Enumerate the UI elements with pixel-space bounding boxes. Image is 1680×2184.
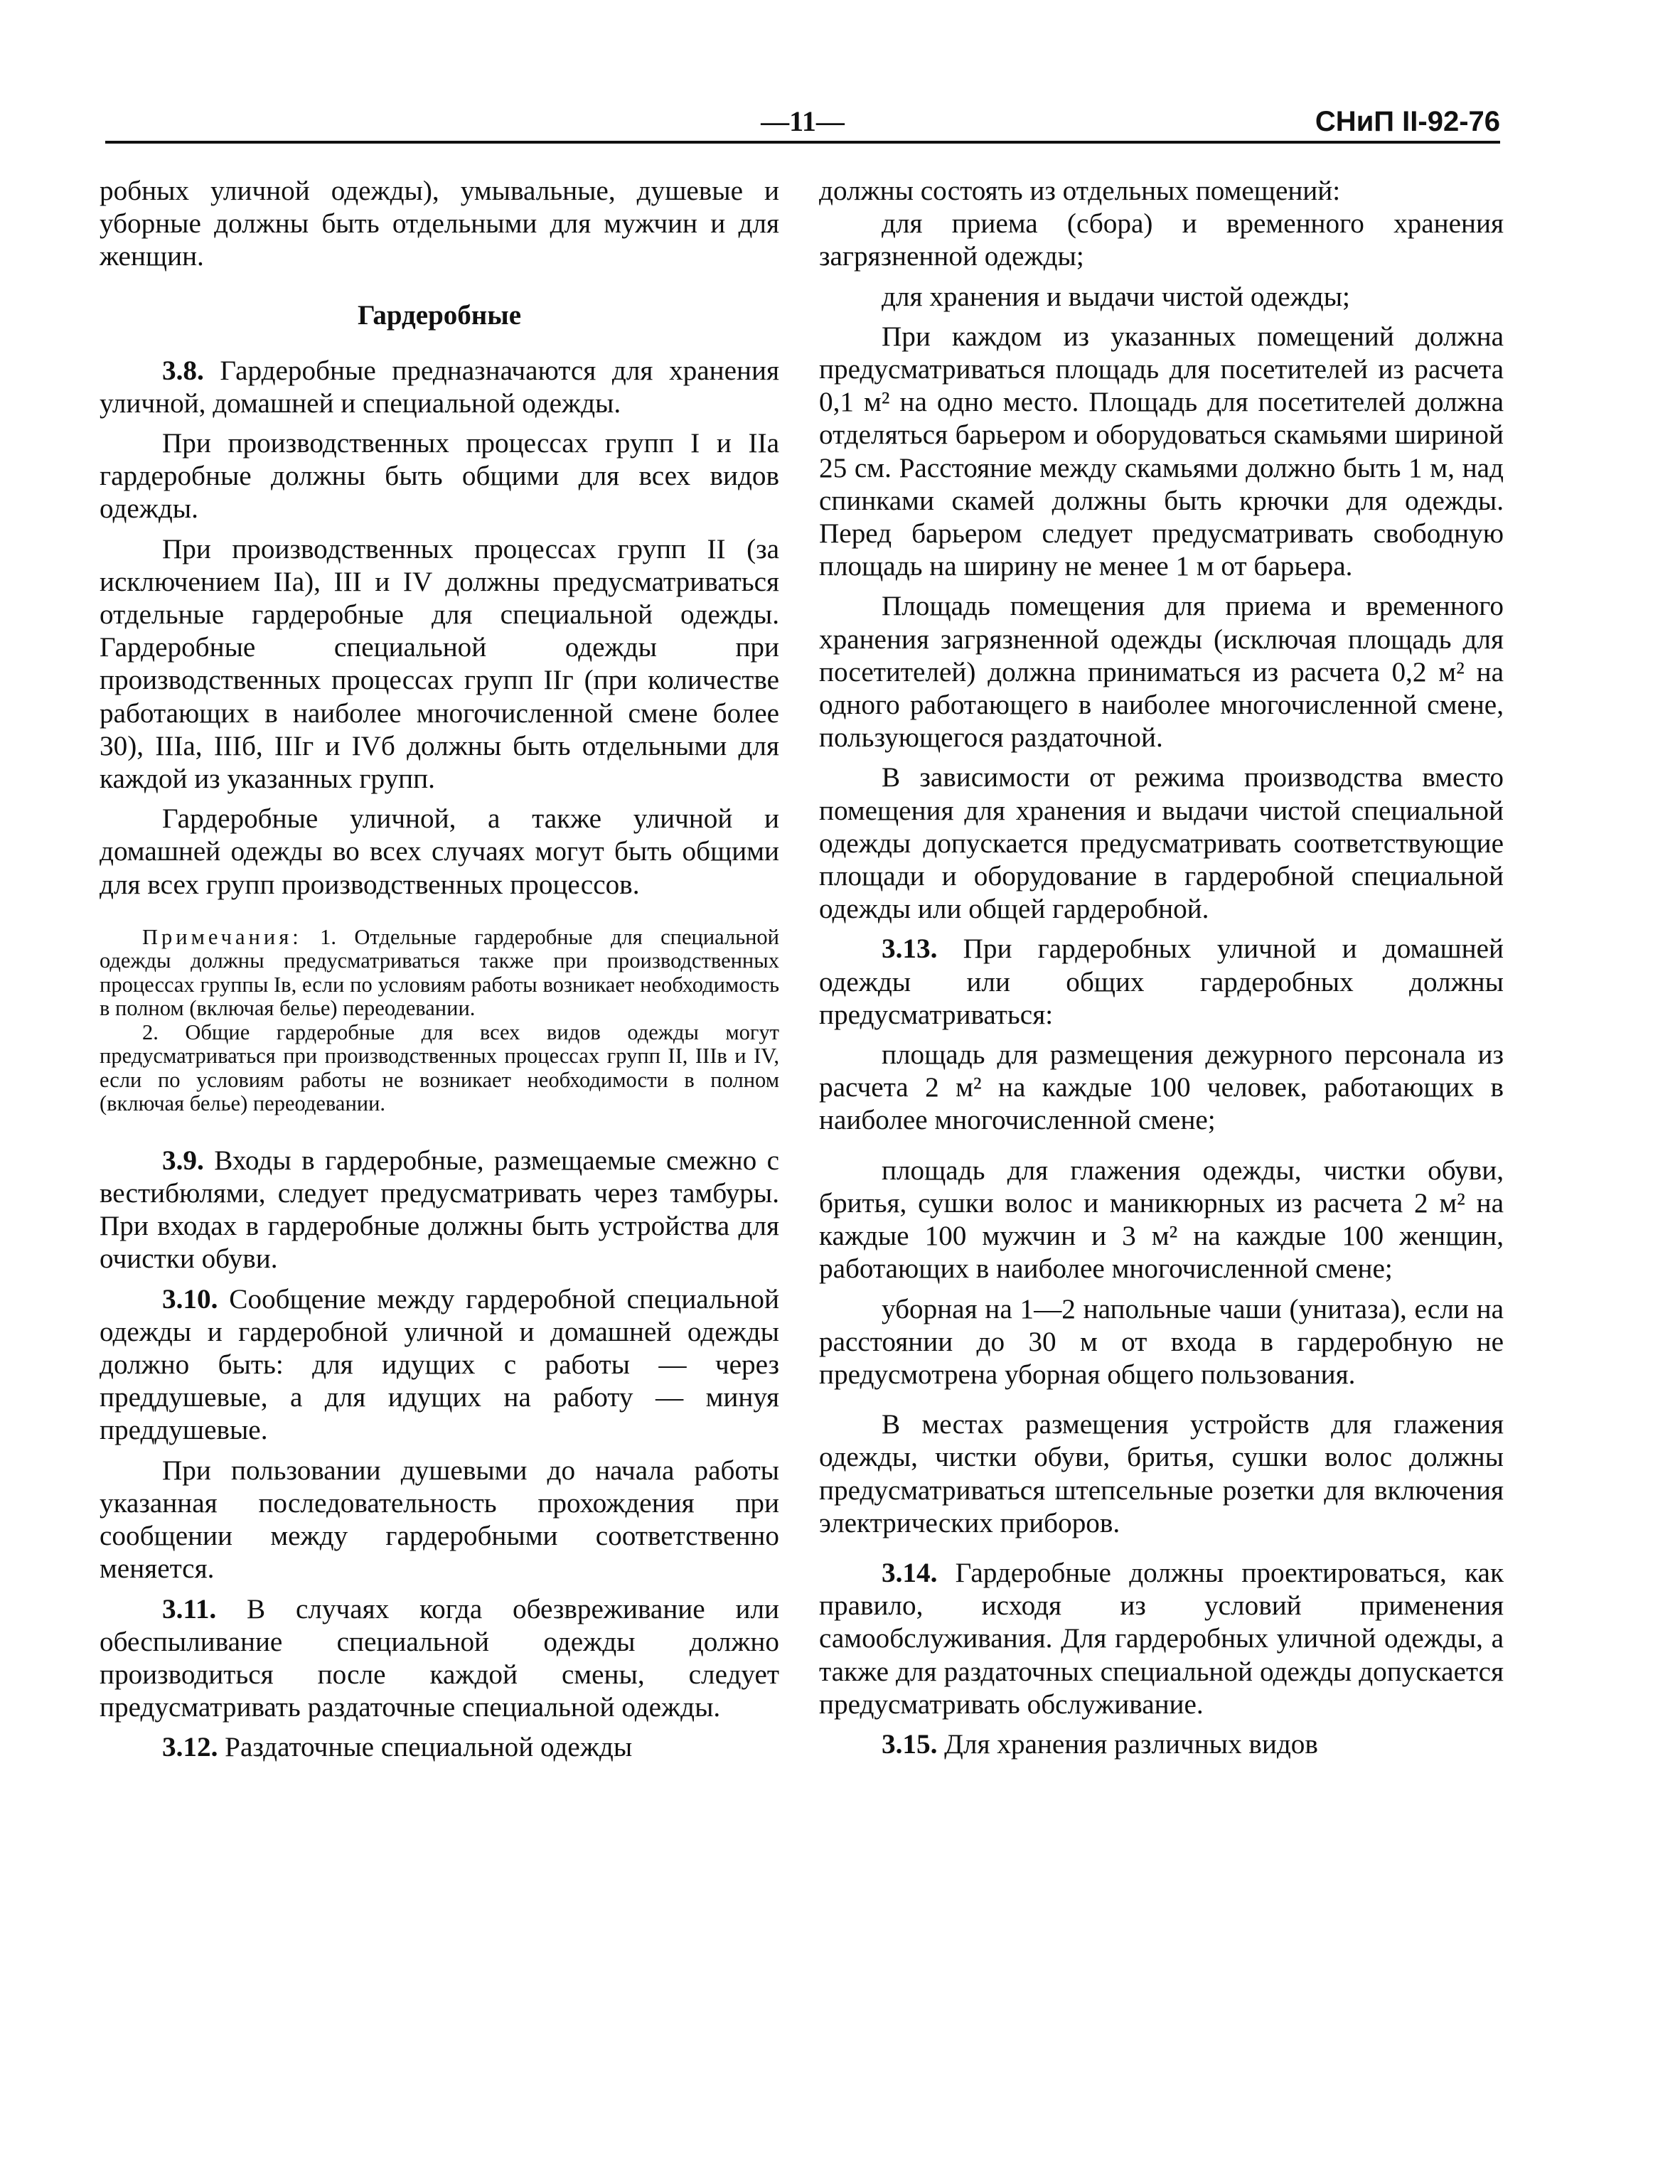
clause-3-12 — [100, 1731, 779, 1764]
right-column — [819, 175, 1504, 1761]
document-code: СНиП II-92-76 — [1315, 106, 1500, 137]
left-column — [100, 175, 779, 1765]
clause-text: Гардеробные должны проектироваться, как правило, исходя из условий применения самообслуживания. Для гардеробных уличной одежды, а также для раздаточных специальной одежды допускается предусматривать обслуживание. — [819, 1557, 1504, 1720]
paragraph: При производственных процессах групп I и IIа гардеробные должны быть общими для всех видов одежды. — [100, 428, 779, 525]
clause-text: В случаях когда обезвреживание или обеспыливание специальной одежды должно производиться после каждой смены, следует предусматривать раздаточные специальной одежды. — [100, 1593, 779, 1723]
clause-3-13 — [819, 933, 1504, 1032]
list-item: для приема (сбора) и временного хранения загрязненной одежды; — [819, 208, 1504, 272]
clause-3-15 — [819, 1728, 1504, 1761]
clause-3-8 — [100, 355, 779, 420]
clause-text: Для хранения различных видов — [937, 1728, 1318, 1760]
list-item: площадь для глажения одежды, чистки обуви, бритья, сушки волос и маникюрных из расчета 2 м² на каждые 100 мужчин и 3 м² на каждые 100 женщин, работающих в наиболее многочисленной смене; — [819, 1155, 1504, 1285]
paragraph: Площадь помещения для приема и временного хранения загрязненной одежды (исключая площадь для посетителей) должна приниматься из расчета 0,2 м² на одного работающего в наиболее многочисленной смене, пользующегося раздаточной. — [819, 591, 1504, 754]
clause-number: 3.11. — [162, 1593, 217, 1624]
clause-number: 3.14. — [882, 1557, 938, 1588]
page-header — [105, 104, 1500, 144]
section-title: Гардеробные — [357, 299, 522, 331]
header-rule — [105, 141, 1500, 144]
paragraph: При каждом из указанных помещений должна предусматриваться площадь для посетителей из расчета 0,1 м² на одно место. Площадь для посетителей должна отделяться барьером и оборудоваться скамьями шириной 25 см. Расстояние между скамьями должно быть 1 м, над спинками скамей должны быть крючки для одежды. Перед барьером следует предусматривать свободную площадь на ширину не менее 1 м от барьера. — [819, 321, 1504, 582]
clause-text: Гардеробные предназначаются для хранения уличной, домашней и специальной одежды. — [100, 355, 779, 419]
paragraph-continuation: должны состоять из отдельных помещений: — [819, 176, 1341, 206]
clause-text: Сообщение между гардеробной специальной одежды и гардеробной уличной и домашней одежды должно быть: для идущих с работы — через преддушевые, а для идущих на работу — минуя преддушевые. — [100, 1283, 779, 1446]
paragraph: В зависимости от режима производства вместо помещения для хранения и выдачи чистой специальной одежды допускается предусматривать соответствующие площади и оборудование в гардеробной специальной одежды или общей гардеробной. — [819, 762, 1504, 925]
clause-3-9 — [100, 1145, 779, 1276]
clause-3-14 — [819, 1557, 1504, 1721]
clause-number: 3.13. — [882, 933, 938, 965]
clause-text: При гардеробных уличной и домашней одежды или общих гардеробных должны предусматриваться: — [819, 933, 1504, 1030]
list-item: площадь для размещения дежурного персонала из расчета 2 м² на каждые 100 человек, работающих в наиболее многочисленной смене; — [819, 1039, 1504, 1136]
paragraph-continuation: робных уличной одежды), умывальные, душевые и уборные должны быть отдельными для мужчин и для женщин. — [100, 176, 779, 272]
list-item: уборная на 1—2 напольные чаши (унитаза), если на расстоянии до 30 м от входа в гардеробную не предусмотрена уборная общего пользования. — [819, 1293, 1504, 1390]
list-item: для хранения и выдачи чистой одежды; — [882, 281, 1350, 312]
clause-number: 3.12. — [162, 1732, 218, 1763]
paragraph: При пользовании душевыми до начала работы указанная последовательность прохождения при сообщении между гардеробными соответственно меняется. — [100, 1455, 779, 1585]
clause-text: Входы в гардеробные, размещаемые смежно с вестибюлями, следует предусматривать через тамбуры. При входах в гардеробные должны быть устройства для очистки обуви. — [100, 1145, 779, 1275]
paragraph: Гардеробные уличной, а также уличной и домашней одежды во всех случаях могут быть общими для всех групп производственных процессов. — [100, 803, 779, 900]
page-number: —11— — [761, 105, 845, 137]
paragraph: В местах размещения устройств для глажения одежды, чистки обуви, бритья, сушки волос должны предусматриваться штепсельные розетки для включения электрических приборов. — [819, 1409, 1504, 1538]
clause-3-10 — [100, 1283, 779, 1447]
clause-3-11 — [100, 1593, 779, 1725]
clause-number: 3.9. — [162, 1145, 204, 1176]
note-text: 1. Отдельные гардеробные для специальной одежды должны предусматриваться также при производственных процессах группы Iв, если по условиям работы возникает необходимость в полном (включая белье) переодевании. — [100, 924, 779, 1021]
note-2: 2. Общие гардеробные для всех видов одежды могут предусматриваться при производственных процессах групп II, IIIв и IV, если по условиям работы не возникает необходимости в полном (включая белье) переодевании. — [100, 1019, 779, 1116]
clause-text: Раздаточные специальной одежды — [218, 1732, 633, 1763]
notes-heading: Примечания: — [142, 924, 302, 949]
note-1 — [100, 926, 779, 1021]
clause-number: 3.15. — [882, 1728, 938, 1760]
paragraph: При производственных процессах групп II (за исключением IIа), III и IV должны предусматриваться отдельные гардеробные для специальной одежды. Гардеробные специальной одежды при производственных процессах групп IIг (при количестве работающих в наиболее многочисленной смене более 30), IIIа, IIIб, IIIг и IVб должны быть отдельными для каждой из указанных групп. — [100, 533, 779, 795]
clause-number: 3.8. — [162, 355, 204, 386]
clause-number: 3.10. — [162, 1283, 218, 1315]
